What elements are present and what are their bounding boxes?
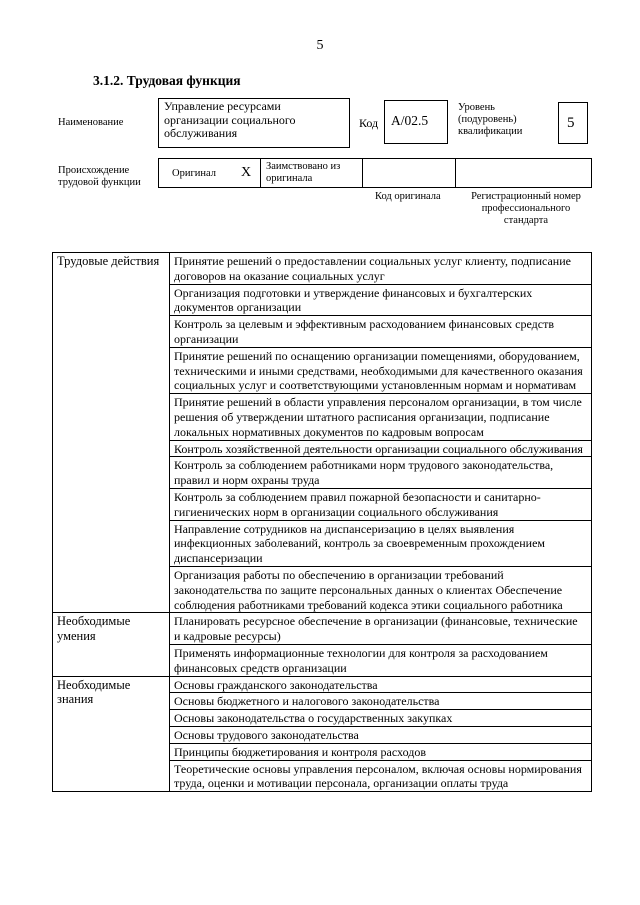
original-mark: X xyxy=(241,165,252,180)
table-cell: Применять информационные технологии для контроля за расходованием финансовых средств организации xyxy=(170,644,592,676)
code-value-box xyxy=(384,100,448,144)
category-actions: Трудовые действия xyxy=(53,253,170,613)
table-row xyxy=(53,613,592,645)
table-cell: Принятие решений по оснащению организации помещениями, оборудованием, техническими и иными средствами, необходимыми для качественного оказания социальных услуг и соответствующими установленным нормам и нормативам xyxy=(170,347,592,393)
origin-box xyxy=(158,158,592,188)
level-label: Уровень (подуровень) квалификации xyxy=(458,102,523,137)
page-number: 5 xyxy=(316,38,324,53)
table-cell: Принятие решений о предоставлении социальных услуг клиенту, подписание договоров на оказание социальных услуг xyxy=(170,253,592,285)
table-cell: Теоретические основы управления персоналом, включая основы нормирования труда, оценки и мотивации персонала, организации оплаты труда xyxy=(170,760,592,792)
table-cell: Основы законодательства о государственных закупках xyxy=(170,710,592,727)
name-label: Наименование xyxy=(58,117,124,128)
code-value: A/02.5 xyxy=(391,113,429,128)
table-row xyxy=(53,253,592,285)
level-value: 5 xyxy=(567,115,575,131)
reg-number-label: Регистрационный номер профессионального стандарта xyxy=(471,191,581,226)
origin-label: Происхождение трудовой функции xyxy=(58,165,141,188)
category-skills: Необходимые умения xyxy=(53,613,170,676)
name-value-box xyxy=(158,98,350,148)
table-cell: Принятие решений в области управления персоналом организации, в том числе решения об утверждении штатного расписания организации, подписание локальных нормативных документов по кадровым вопросам xyxy=(170,394,592,440)
table-cell: Организация работы по обеспечению в организации требований законодательства по защите персональных данных о клиентах Обеспечение соблюдения работниками требований кодекса этики социального работника xyxy=(170,566,592,612)
table-cell: Основы трудового законодательства xyxy=(170,726,592,743)
table-cell: Контроль хозяйственной деятельности организации социального обслуживания xyxy=(170,440,592,457)
table-row xyxy=(53,676,592,693)
table-cell: Контроль за соблюдением правил пожарной безопасности и санитарно-гигиенических норм в организации социального обслуживания xyxy=(170,488,592,520)
table-cell: Контроль за соблюдением работниками норм трудового законодательства, правил и норм охраны труда xyxy=(170,457,592,489)
borrowed-label: Заимствовано из оригинала xyxy=(266,161,341,184)
table-cell: Планировать ресурсное обеспечение в организации (финансовые, технические и кадровые ресурсы) xyxy=(170,613,592,645)
level-value-box xyxy=(558,102,588,144)
section-title: 3.1.2. Трудовая функция xyxy=(93,73,241,88)
category-knowledge: Необходимые знания xyxy=(53,676,170,792)
original-label: Оригинал xyxy=(172,168,216,179)
table-cell: Организация подготовки и утверждение финансовых и бухгалтерских документов организации xyxy=(170,284,592,316)
table-cell: Основы бюджетного и налогового законодательства xyxy=(170,693,592,710)
name-value: Управление ресурсами организации социального обслуживания xyxy=(164,99,296,140)
table-cell: Контроль за целевым и эффективным расходованием финансовых средств организации xyxy=(170,316,592,348)
table-cell: Принципы бюджетирования и контроля расходов xyxy=(170,743,592,760)
code-label: Код xyxy=(359,116,379,130)
function-table xyxy=(52,252,592,792)
table-cell: Основы гражданского законодательства xyxy=(170,676,592,693)
code-original-label: Код оригинала xyxy=(375,191,441,202)
table-cell: Направление сотрудников на диспансеризацию в целях выявления инфекционных заболеваний, контроль за своевременным прохождением диспансеризации xyxy=(170,520,592,566)
